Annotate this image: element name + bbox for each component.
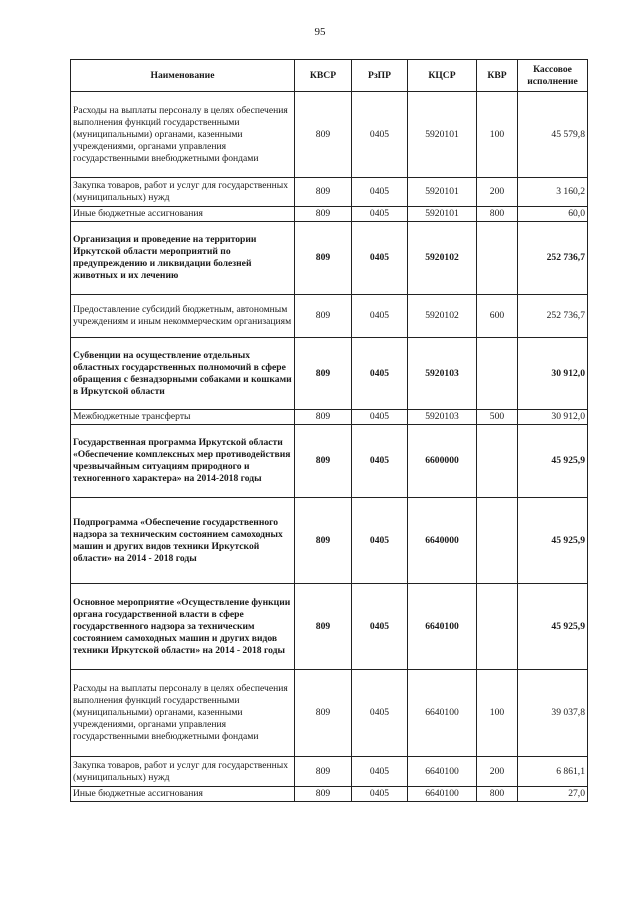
row-kvsr: 809: [295, 425, 352, 498]
header-kcsr: КЦСР: [408, 60, 477, 92]
row-kcsr: 5920103: [408, 338, 477, 410]
row-kvsr: 809: [295, 757, 352, 787]
header-row: [71, 60, 588, 92]
row-kvr: 800: [477, 207, 518, 222]
row-name: Субвенции на осуществление отдельных областных государственных полномочий в сфере обращения с безнадзорными собаками и кошками в Иркутской области: [71, 338, 295, 410]
row-name: Закупка товаров, работ и услуг для государственных (муниципальных) нужд: [71, 178, 295, 207]
row-amount: 60,0: [518, 207, 588, 222]
row-kvr: 200: [477, 757, 518, 787]
table-row: [71, 584, 588, 670]
table-row: [71, 787, 588, 802]
row-rzpr: 0405: [352, 670, 408, 757]
row-name: Государственная программа Иркутской области «Обеспечение комплексных мер противодействия чрезвычайным ситуациям природного и техногенного характера» на 2014-2018 годы: [71, 425, 295, 498]
row-kvr: 800: [477, 787, 518, 802]
row-kvsr: 809: [295, 670, 352, 757]
row-amount: 39 037,8: [518, 670, 588, 757]
table-row: [71, 757, 588, 787]
row-kcsr: 5920101: [408, 207, 477, 222]
row-amount: 27,0: [518, 787, 588, 802]
row-kvsr: 809: [295, 498, 352, 584]
row-kvsr: 809: [295, 178, 352, 207]
row-rzpr: 0405: [352, 92, 408, 178]
row-kvr: 600: [477, 295, 518, 338]
row-rzpr: 0405: [352, 222, 408, 295]
row-name: Иные бюджетные ассигнования: [71, 207, 295, 222]
row-amount: 45 925,9: [518, 425, 588, 498]
row-kvr: 200: [477, 178, 518, 207]
row-kvr: 100: [477, 670, 518, 757]
row-name: Подпрограмма «Обеспечение государственного надзора за техническим состоянием самоходных машин и других видов техники Иркутской области» на 2014 - 2018 годы: [71, 498, 295, 584]
row-rzpr: 0405: [352, 498, 408, 584]
row-kvr: 500: [477, 410, 518, 425]
row-name: Организация и проведение на территории Иркутской области мероприятий по предупреждению и ликвидации болезней животных и их лечению: [71, 222, 295, 295]
row-kvsr: 809: [295, 295, 352, 338]
row-kvsr: 809: [295, 584, 352, 670]
row-kvr: [477, 425, 518, 498]
row-rzpr: 0405: [352, 787, 408, 802]
row-kcsr: 5920101: [408, 92, 477, 178]
row-name: Иные бюджетные ассигнования: [71, 787, 295, 802]
row-kcsr: 6640100: [408, 584, 477, 670]
row-kvsr: 809: [295, 222, 352, 295]
table-row: [71, 338, 588, 410]
row-name: Основное мероприятие «Осуществление функции органа государственной власти в сфере государственного надзора за техническим состоянием самоходных машин и других видов техники Иркутской области» на 2014 - 2018 годы: [71, 584, 295, 670]
row-rzpr: 0405: [352, 178, 408, 207]
row-kvr: [477, 498, 518, 584]
row-kvr: [477, 584, 518, 670]
row-amount: 252 736,7: [518, 222, 588, 295]
row-name: Расходы на выплаты персоналу в целях обеспечения выполнения функций государственными (муниципальными) органами, казенными учреждениями, органами управления государственными внебюджетными фондами: [71, 92, 295, 178]
row-rzpr: 0405: [352, 584, 408, 670]
row-kcsr: 6640100: [408, 757, 477, 787]
row-kvr: 100: [477, 92, 518, 178]
table-row: [71, 670, 588, 757]
row-rzpr: 0405: [352, 757, 408, 787]
table-row: [71, 178, 588, 207]
row-kcsr: 6640100: [408, 787, 477, 802]
row-kcsr: 6600000: [408, 425, 477, 498]
row-kcsr: 5920102: [408, 295, 477, 338]
row-kcsr: 5920103: [408, 410, 477, 425]
row-kvsr: 809: [295, 92, 352, 178]
row-name: Предоставление субсидий бюджетным, автономным учреждениям и иным некоммерческим организациям: [71, 295, 295, 338]
row-rzpr: 0405: [352, 207, 408, 222]
table-row: [71, 222, 588, 295]
header-rzpr: РзПР: [352, 60, 408, 92]
row-amount: 45 579,8: [518, 92, 588, 178]
row-amount: 30 912,0: [518, 410, 588, 425]
table-row: [71, 207, 588, 222]
row-amount: 6 861,1: [518, 757, 588, 787]
row-name: Межбюджетные трансферты: [71, 410, 295, 425]
row-kcsr: 5920102: [408, 222, 477, 295]
table-row: [71, 295, 588, 338]
header-kvr: КВР: [477, 60, 518, 92]
table-row: [71, 498, 588, 584]
row-kvr: [477, 338, 518, 410]
table-row: [71, 92, 588, 178]
row-kcsr: 6640100: [408, 670, 477, 757]
header-name: Наименование: [71, 60, 295, 92]
row-name: Расходы на выплаты персоналу в целях обеспечения выполнения функций государственными (муниципальными) органами, казенными учреждениями, органами управления государственными внебюджетными фондами: [71, 670, 295, 757]
row-rzpr: 0405: [352, 295, 408, 338]
row-kvr: [477, 222, 518, 295]
budget-execution-table: [70, 59, 588, 802]
row-kcsr: 5920101: [408, 178, 477, 207]
row-kvsr: 809: [295, 787, 352, 802]
header-kvsr: КВСР: [295, 60, 352, 92]
row-rzpr: 0405: [352, 425, 408, 498]
row-amount: 3 160,2: [518, 178, 588, 207]
row-amount: 45 925,9: [518, 498, 588, 584]
row-rzpr: 0405: [352, 410, 408, 425]
row-kvsr: 809: [295, 410, 352, 425]
page-number: 95: [314, 26, 326, 38]
table-row: [71, 410, 588, 425]
row-amount: 30 912,0: [518, 338, 588, 410]
row-amount: 252 736,7: [518, 295, 588, 338]
row-amount: 45 925,9: [518, 584, 588, 670]
row-kvsr: 809: [295, 338, 352, 410]
table-row: [71, 425, 588, 498]
row-name: Закупка товаров, работ и услуг для государственных (муниципальных) нужд: [71, 757, 295, 787]
header-amount: Кассовое исполнение: [518, 60, 588, 92]
row-rzpr: 0405: [352, 338, 408, 410]
row-kvsr: 809: [295, 207, 352, 222]
row-kcsr: 6640000: [408, 498, 477, 584]
